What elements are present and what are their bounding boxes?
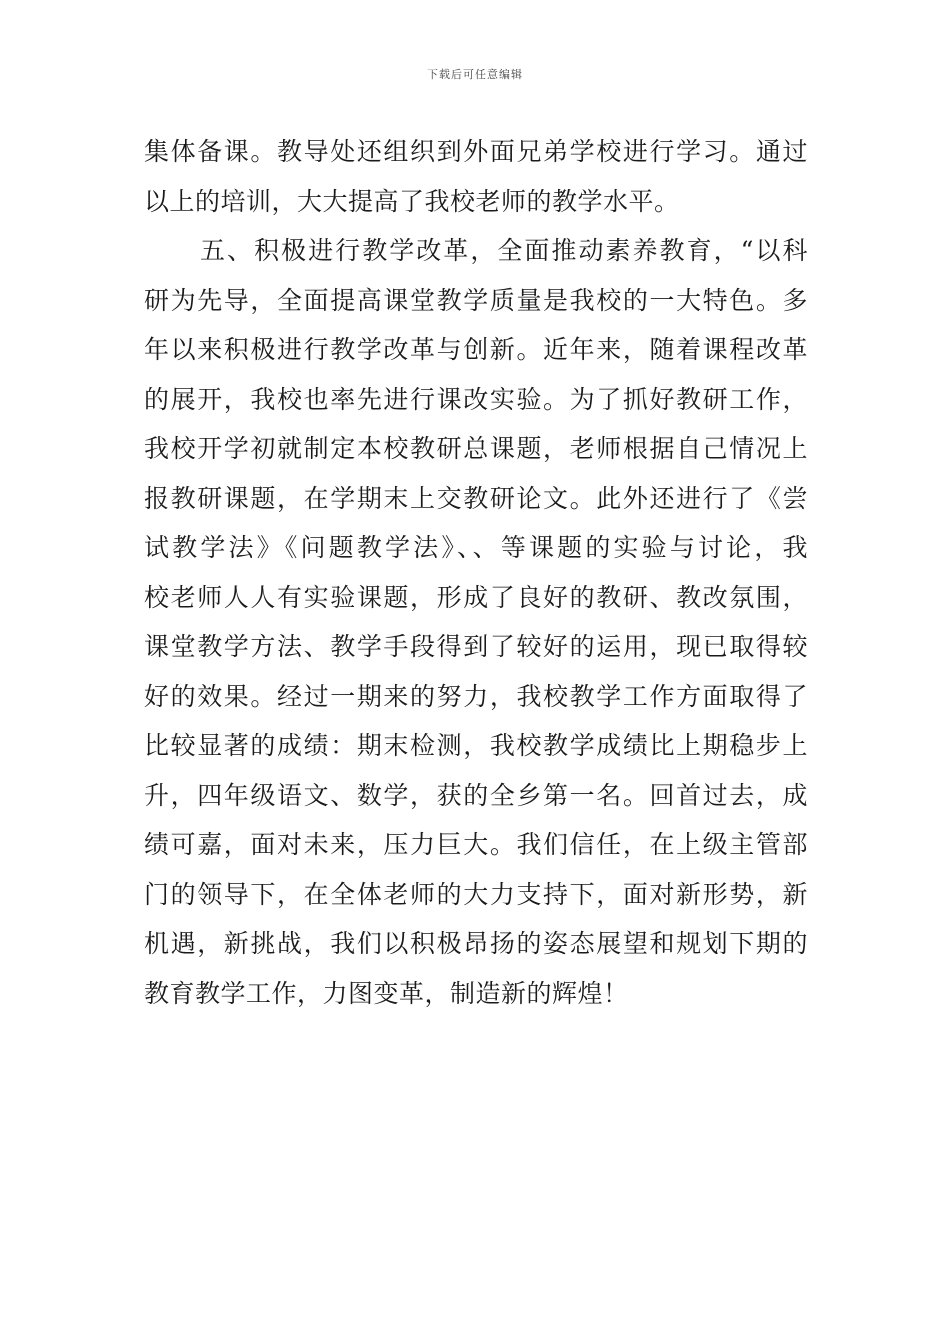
text-line: 试教学法》《问题教学法》、、等课题的实验与讨论，我 <box>144 533 808 562</box>
paragraph-start-line: 五、积极进行教学改革，全面推动素养教育，“以科 <box>200 236 808 265</box>
text-line: 机遇，新挑战，我们以积极昂扬的姿态展望和规划下期的 <box>144 929 808 958</box>
text-line: 校老师人人有实验课题，形成了良好的教研、教改氛围， <box>144 582 808 612</box>
text-line: 绩可嘉，面对未来，压力巨大。我们信任，在上级主管部 <box>144 830 808 859</box>
text-line: 好的效果。经过一期来的努力，我校教学工作方面取得了 <box>144 681 808 711</box>
text-line: 报教研课题，在学期末上交教研论文。此外还进行了《尝 <box>144 483 808 513</box>
header-note: 下载后可任意编辑 <box>427 68 523 81</box>
text-line: 年以来积极进行教学改革与创新。近年来，随着课程改革 <box>144 335 808 364</box>
text-line: 研为先导，全面提高课堂教学质量是我校的一大特色。多 <box>144 285 808 315</box>
text-line: 门的领导下，在全体老师的大力支持下，面对新形势，新 <box>144 879 808 909</box>
text-line: 的展开，我校也率先进行课改实验。为了抓好教研工作， <box>144 384 808 414</box>
text-line: 比较显著的成绩：期末检测，我校教学成绩比上期稳步上 <box>144 731 808 760</box>
text-line: 我校开学初就制定本校教研总课题，老师根据自己情况上 <box>144 434 808 463</box>
text-line: 集体备课。教导处还组织到外面兄弟学校进行学习。通过 <box>144 137 808 166</box>
text-line: 升，四年级语文、数学，获的全乡第一名。回首过去，成 <box>144 780 808 810</box>
text-line: 教育教学工作，力图变革，制造新的辉煌！ <box>144 978 629 1008</box>
document-body <box>144 127 808 1018</box>
text-line: 以上的培训，大大提高了我校老师的教学水平。 <box>144 186 680 216</box>
text-line: 课堂教学方法、教学手段得到了较好的运用，现已取得较 <box>144 632 808 661</box>
